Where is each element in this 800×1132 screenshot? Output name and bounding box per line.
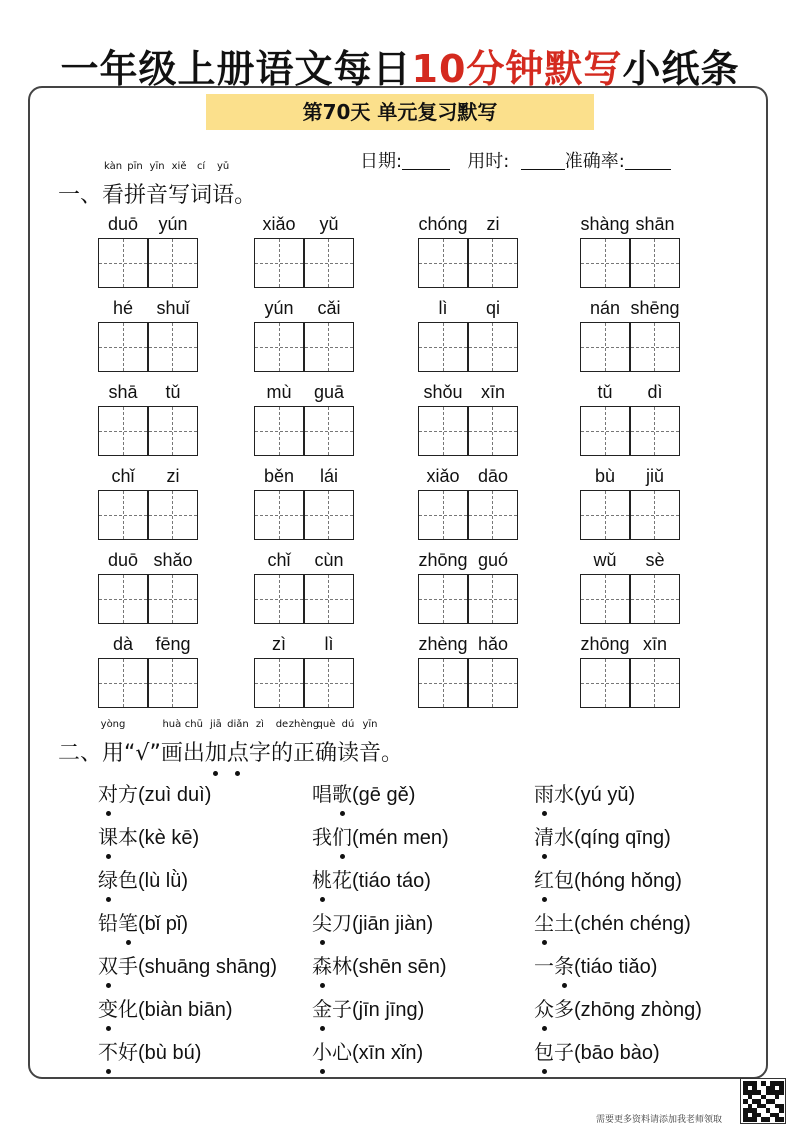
heading-char-pinyin: de <box>275 719 289 730</box>
syllable-pinyin: yún <box>158 214 188 234</box>
heading-char-pinyin: yòng <box>100 719 126 730</box>
heading-char: “√” <box>124 741 161 766</box>
pinyin-word-item <box>580 550 680 620</box>
word-char: 好 <box>118 1040 138 1064</box>
heading-char-pinyin: yǔ <box>216 161 230 172</box>
grid-line <box>419 683 517 684</box>
syllable-pinyin: xīn <box>480 382 505 402</box>
grid-line <box>581 683 679 684</box>
word-char: 一 <box>534 954 554 978</box>
syllable-pinyin: shēng <box>630 298 680 318</box>
syllable-pinyin: guó <box>477 550 509 570</box>
syllable-pinyin: shàng <box>580 214 630 234</box>
grid-line <box>99 515 197 516</box>
title-part2: 小纸条 <box>622 47 740 91</box>
question-item[interactable] <box>98 907 188 936</box>
grid-line <box>581 599 679 600</box>
syllable-pinyin: tǔ <box>165 382 181 402</box>
syllable-pinyin: shā <box>108 382 138 402</box>
tianzige-box[interactable] <box>98 406 198 456</box>
question-item[interactable] <box>312 993 424 1022</box>
pinyin-word-item <box>98 382 198 452</box>
word-char: 唱 <box>312 782 332 806</box>
grid-line <box>419 263 517 264</box>
pinyin-word-item <box>418 382 518 452</box>
dotted-char: 清 <box>534 821 554 850</box>
tianzige-box[interactable] <box>98 658 198 708</box>
heading-char-pinyin: cí <box>196 161 206 172</box>
syllable-pinyin: hé <box>112 298 134 318</box>
grid-line <box>99 431 197 432</box>
syllable-pinyin: yún <box>264 298 294 318</box>
syllable-pinyin: dà <box>112 634 134 654</box>
heading-char-pinyin: chū <box>184 719 203 730</box>
dotted-char: 红 <box>534 864 554 893</box>
title-part1: 一年级上册语文每日 <box>60 47 412 91</box>
word-pinyin <box>98 382 198 404</box>
dotted-char: 不 <box>98 1036 118 1065</box>
pinyin-options[interactable]: (jiān jiàn) <box>352 913 434 935</box>
syllable-pinyin: wǔ <box>593 550 617 570</box>
syllable-pinyin: fēng <box>155 634 191 654</box>
pinyin-options[interactable]: (hóng hǒng) <box>574 870 682 892</box>
word-pinyin <box>254 382 354 404</box>
section-number: 二、 <box>58 741 103 766</box>
heading-char-pinyin: dú <box>341 719 355 730</box>
heading-char: 出 chū <box>182 719 205 766</box>
tianzige-box[interactable] <box>98 574 198 624</box>
word-char: 包 <box>554 868 574 892</box>
word-char: 土 <box>554 911 574 935</box>
syllable-pinyin: chǐ <box>111 466 135 486</box>
dotted-char: 们 <box>332 821 352 850</box>
pinyin-word-item <box>254 382 354 452</box>
word-pinyin <box>580 382 680 404</box>
word-char: 手 <box>118 954 138 978</box>
heading-end: 。 <box>381 741 404 766</box>
question-item[interactable] <box>534 821 671 850</box>
pinyin-word-item <box>418 634 518 704</box>
syllable-pinyin: lì <box>438 298 448 318</box>
tianzige-box[interactable] <box>418 490 518 540</box>
pinyin-word-item <box>418 214 518 284</box>
pinyin-word-item <box>254 634 354 704</box>
syllable-pinyin: qi <box>485 298 500 318</box>
heading-end: 。 <box>234 183 257 208</box>
time-label: 用时: <box>467 151 510 172</box>
syllable-pinyin: jiǔ <box>645 466 664 486</box>
word-char: 色 <box>118 868 138 892</box>
dotted-char: 森 <box>312 950 332 979</box>
word-pinyin <box>418 466 518 488</box>
grid-line <box>581 263 679 264</box>
syllable-pinyin: shǒu <box>423 382 463 402</box>
dotted-char: 课 <box>98 821 118 850</box>
question-item[interactable] <box>98 864 188 893</box>
tianzige-box[interactable] <box>254 322 354 372</box>
word-char: 方 <box>118 782 138 806</box>
dotted-char: 金 <box>312 993 332 1022</box>
syllable-pinyin: zi <box>166 466 180 486</box>
section2-heading <box>58 719 404 767</box>
heading-char: 读 dú <box>336 719 359 766</box>
syllable-pinyin: zì <box>271 634 286 654</box>
question-item[interactable] <box>534 907 691 936</box>
dotted-char: 笔 <box>118 907 138 936</box>
question-item[interactable] <box>534 1036 660 1065</box>
tianzige-box[interactable] <box>418 322 518 372</box>
grid-line <box>419 599 517 600</box>
word-char: 我 <box>312 825 332 849</box>
grid-line <box>99 263 197 264</box>
tianzige-box[interactable] <box>254 574 354 624</box>
syllable-pinyin: duō <box>107 214 139 234</box>
pinyin-options[interactable]: (jīn jīng) <box>352 999 425 1021</box>
dotted-char: 桃 <box>312 864 332 893</box>
pinyin-word-item <box>98 214 198 284</box>
syllable-pinyin: dì <box>647 382 663 402</box>
question-item[interactable] <box>312 907 433 936</box>
grid-line <box>581 515 679 516</box>
word-pinyin <box>254 298 354 320</box>
question-item[interactable] <box>534 993 702 1022</box>
word-char: 本 <box>118 825 138 849</box>
pinyin-word-item <box>98 298 198 368</box>
syllable-pinyin: xiǎo <box>262 214 296 234</box>
word-pinyin <box>580 298 680 320</box>
qr-code <box>740 1078 786 1124</box>
dotted-char: 尘 <box>534 907 554 936</box>
grid-line <box>419 347 517 348</box>
word-char: 铅 <box>98 911 118 935</box>
heading-char: 点 diǎn <box>227 736 249 767</box>
tianzige-box[interactable] <box>580 238 680 288</box>
syllable-pinyin: mù <box>266 382 292 402</box>
question-item[interactable] <box>534 950 657 979</box>
question-item[interactable] <box>312 950 447 979</box>
syllable-pinyin: shān <box>635 214 675 234</box>
question-item[interactable] <box>312 778 415 807</box>
question-item[interactable] <box>98 1036 201 1065</box>
grid-line <box>581 347 679 348</box>
pinyin-options[interactable]: (bāo bào) <box>574 1042 660 1064</box>
pinyin-word-item <box>418 550 518 620</box>
word-char: 水 <box>554 825 574 849</box>
tianzige-box[interactable] <box>98 490 198 540</box>
grid-line <box>419 515 517 516</box>
pinyin-word-item <box>254 466 354 536</box>
word-pinyin <box>418 634 518 656</box>
grid-line <box>99 347 197 348</box>
pinyin-word-item <box>98 634 198 704</box>
pinyin-word-item <box>580 214 680 284</box>
tianzige-box[interactable] <box>418 238 518 288</box>
question-item[interactable] <box>98 821 199 850</box>
pinyin-word-item <box>418 466 518 536</box>
word-pinyin <box>418 550 518 572</box>
question-item[interactable] <box>312 864 431 893</box>
syllable-pinyin: chǐ <box>267 550 291 570</box>
heading-char: 确 què <box>314 719 337 766</box>
date-blank[interactable] <box>402 151 450 170</box>
grid-line <box>99 599 197 600</box>
word-pinyin <box>580 634 680 656</box>
heading-char-pinyin: pīn <box>127 161 143 172</box>
heading-char-pinyin: zhèng <box>288 719 320 730</box>
dotted-char: 条 <box>554 950 574 979</box>
pinyin-word-item <box>580 382 680 452</box>
pinyin-word-item <box>580 634 680 704</box>
heading-char: 音 yīn <box>359 719 382 766</box>
footer-note: 需要更多资料请添加我老师领取 <box>596 1115 723 1125</box>
syllable-pinyin: hǎo <box>477 634 509 654</box>
tianzige-box[interactable] <box>580 490 680 540</box>
word-pinyin <box>254 214 354 236</box>
heading-char: 字 zì <box>248 719 271 766</box>
title-highlight: 10分钟默写 <box>411 47 623 91</box>
grid-line <box>255 431 353 432</box>
word-pinyin <box>418 214 518 236</box>
page-title <box>0 38 800 93</box>
syllable-pinyin: běn <box>263 466 295 486</box>
word-pinyin <box>254 550 354 572</box>
syllable-pinyin: duō <box>107 550 139 570</box>
syllable-pinyin: nán <box>589 298 621 318</box>
question-item[interactable] <box>98 950 277 979</box>
tianzige-box[interactable] <box>254 238 354 288</box>
dotted-char: 变 <box>98 993 118 1022</box>
question-item[interactable] <box>98 778 211 807</box>
tianzige-box[interactable] <box>254 406 354 456</box>
heading-char-pinyin: zì <box>255 719 264 730</box>
pinyin-options[interactable]: (xīn xǐn) <box>352 1042 424 1064</box>
word-pinyin <box>98 298 198 320</box>
heading-char-pinyin: diǎn <box>227 719 249 730</box>
section-number: 一、 <box>58 183 103 208</box>
pinyin-options[interactable]: (lù lǜ) <box>138 870 189 892</box>
heading-char-pinyin: xiě <box>171 161 187 172</box>
heading-char-pinyin: què <box>316 719 336 730</box>
syllable-pinyin: xiǎo <box>426 466 460 486</box>
time-blank[interactable] <box>521 151 565 170</box>
word-pinyin <box>580 466 680 488</box>
syllable-pinyin: chóng <box>418 214 468 234</box>
pinyin-word-item <box>254 550 354 620</box>
word-char: 林 <box>332 954 352 978</box>
heading-char: 画 huà <box>160 719 183 766</box>
question-item[interactable] <box>312 1036 423 1065</box>
pinyin-options[interactable]: (bù bú) <box>138 1042 202 1064</box>
syllable-pinyin: zhōng <box>418 550 468 570</box>
grid-line <box>255 263 353 264</box>
tianzige-box[interactable] <box>418 406 518 456</box>
meta-line <box>360 147 671 173</box>
dotted-char: 尖 <box>312 907 332 936</box>
syllable-pinyin: cǎi <box>317 298 341 318</box>
word-pinyin <box>254 634 354 656</box>
tianzige-box[interactable] <box>418 574 518 624</box>
syllable-pinyin: tǔ <box>597 382 613 402</box>
dotted-char: 双 <box>98 950 118 979</box>
heading-char: 看 kàn <box>102 161 125 208</box>
pinyin-word-item <box>580 466 680 536</box>
word-char: 多 <box>554 997 574 1021</box>
syllable-pinyin: shǎo <box>153 550 193 570</box>
heading-char-pinyin: jiā <box>210 719 222 730</box>
word-char: 子 <box>332 997 352 1021</box>
word-pinyin <box>98 466 198 488</box>
word-char: 子 <box>554 1040 574 1064</box>
word-char: 花 <box>332 868 352 892</box>
word-pinyin <box>98 214 198 236</box>
heading-char-pinyin: yīn <box>149 161 165 172</box>
word-pinyin <box>418 382 518 404</box>
syllable-pinyin: dāo <box>477 466 509 486</box>
pinyin-options[interactable]: (zhōng zhòng) <box>574 999 702 1021</box>
pinyin-word-item <box>98 550 198 620</box>
pinyin-word-item <box>254 214 354 284</box>
question-item[interactable] <box>534 778 635 807</box>
pinyin-word-item <box>98 466 198 536</box>
pinyin-options[interactable]: (yú yǔ) <box>574 784 636 806</box>
heading-char-pinyin: kàn <box>103 161 123 172</box>
heading-char-pinyin: yīn <box>362 719 378 730</box>
day-banner: 第70天 单元复习默写 <box>206 94 594 130</box>
grid-line <box>255 515 353 516</box>
tianzige-box[interactable] <box>580 322 680 372</box>
heading-char: 的 de <box>270 719 293 766</box>
word-char: 化 <box>118 997 138 1021</box>
pinyin-options[interactable]: (zuì duì) <box>138 784 212 806</box>
syllable-pinyin: zhōng <box>580 634 630 654</box>
syllable-pinyin: lái <box>319 466 338 486</box>
word-char: 心 <box>332 1040 352 1064</box>
grid-line <box>255 599 353 600</box>
syllable-pinyin: shuǐ <box>156 298 190 318</box>
pinyin-options[interactable]: (biàn biān) <box>138 999 233 1021</box>
grid-line <box>419 431 517 432</box>
tianzige-box[interactable] <box>580 406 680 456</box>
syllable-pinyin: cùn <box>314 550 344 570</box>
grid-line <box>255 347 353 348</box>
question-item[interactable] <box>312 821 449 850</box>
syllable-pinyin: lì <box>324 634 334 654</box>
pinyin-options[interactable]: (shuāng shāng) <box>138 956 277 978</box>
heading-char: 拼 pīn <box>124 161 147 208</box>
pinyin-options[interactable]: (mén men) <box>352 827 449 849</box>
grid-line <box>255 683 353 684</box>
pinyin-options[interactable]: (qíng qīng) <box>574 827 671 849</box>
accuracy-blank[interactable] <box>625 151 671 170</box>
heading-char: 写 xiě <box>168 161 191 208</box>
syllable-pinyin: xīn <box>642 634 667 654</box>
heading-char-pinyin: huà <box>162 719 182 730</box>
pinyin-options[interactable]: (chén chéng) <box>574 913 691 935</box>
dotted-char: 雨 <box>534 778 554 807</box>
tianzige-box[interactable] <box>98 238 198 288</box>
pinyin-word-item <box>254 298 354 368</box>
pinyin-options[interactable]: (gē gě) <box>352 784 416 806</box>
pinyin-options[interactable]: (shēn sēn) <box>352 956 447 978</box>
dotted-char: 歌 <box>332 778 352 807</box>
question-item[interactable] <box>98 993 233 1022</box>
pinyin-word-item <box>580 298 680 368</box>
word-pinyin <box>580 214 680 236</box>
dotted-char: 绿 <box>98 864 118 893</box>
pinyin-options[interactable]: (kè kē) <box>138 827 200 849</box>
pinyin-options[interactable]: (tiáo tiǎo) <box>574 956 658 978</box>
tianzige-box[interactable] <box>580 658 680 708</box>
tianzige-box[interactable] <box>98 322 198 372</box>
date-label: 日期: <box>360 151 403 172</box>
dotted-char: 包 <box>534 1036 554 1065</box>
dotted-char: 众 <box>534 993 554 1022</box>
word-pinyin <box>418 298 518 320</box>
heading-char: 用 yòng <box>100 719 126 766</box>
tianzige-box[interactable] <box>254 658 354 708</box>
dotted-char: 小 <box>312 1036 332 1065</box>
heading-char: 音 yīn <box>146 161 169 208</box>
accuracy-label: 准确率: <box>564 151 625 172</box>
syllable-pinyin: zhèng <box>418 634 468 654</box>
section1-heading <box>58 161 257 209</box>
syllable-pinyin: yǔ <box>319 214 339 234</box>
heading-char: 加 jiā <box>205 736 227 767</box>
pinyin-word-item <box>418 298 518 368</box>
syllable-pinyin: guā <box>313 382 345 402</box>
heading-char: 正 zhèng <box>288 719 320 766</box>
pinyin-options[interactable]: (bǐ pǐ) <box>138 913 189 935</box>
tianzige-box[interactable] <box>418 658 518 708</box>
question-item[interactable] <box>534 864 682 893</box>
word-pinyin <box>254 466 354 488</box>
syllable-pinyin: zi <box>486 214 500 234</box>
tianzige-box[interactable] <box>254 490 354 540</box>
syllable-pinyin: bù <box>594 466 616 486</box>
tianzige-box[interactable] <box>580 574 680 624</box>
grid-line <box>581 431 679 432</box>
word-pinyin <box>98 550 198 572</box>
grid-line <box>99 683 197 684</box>
pinyin-options[interactable]: (tiáo táo) <box>352 870 431 892</box>
word-char: 水 <box>554 782 574 806</box>
word-pinyin <box>98 634 198 656</box>
heading-char: 语 yǔ <box>212 161 235 208</box>
syllable-pinyin: sè <box>645 550 665 570</box>
word-char: 刀 <box>332 911 352 935</box>
dotted-char: 对 <box>98 778 118 807</box>
heading-char: 词 cí <box>190 161 213 208</box>
word-pinyin <box>580 550 680 572</box>
